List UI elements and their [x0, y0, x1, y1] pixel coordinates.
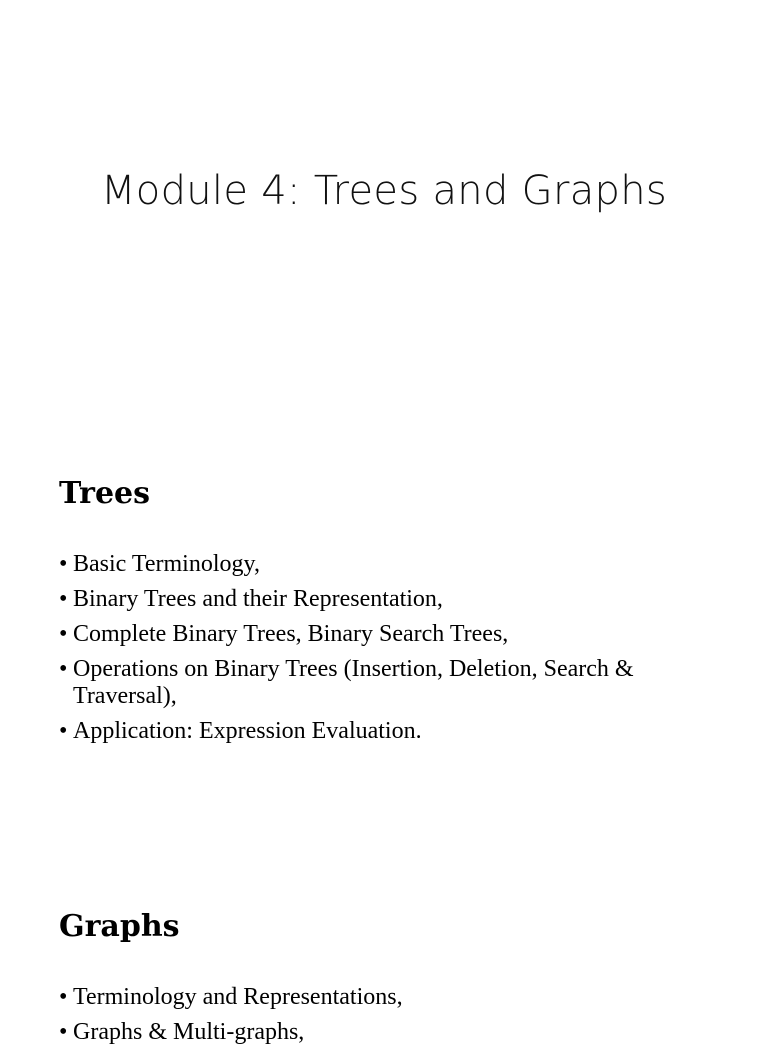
trees-bullet-list [59, 551, 719, 753]
list-item: • Graphs & Multi-graphs, [59, 1019, 719, 1046]
list-item: • Binary Trees and their Representation, [59, 586, 719, 613]
graphs-bullet-list [59, 984, 719, 1054]
section-heading-trees: Trees [59, 476, 151, 511]
list-item: • Operations on Binary Trees (Insertion, Deletion, Search & Traversal), [59, 656, 719, 710]
page-title: Module 4: Trees and Graphs [100, 168, 667, 214]
list-item: • Application: Expression Evaluation. [59, 718, 719, 745]
section-heading-graphs: Graphs [59, 909, 180, 944]
list-item: • Complete Binary Trees, Binary Search Trees, [59, 621, 719, 648]
list-item: • Basic Terminology, [59, 551, 719, 578]
list-item: • Terminology and Representations, [59, 984, 719, 1011]
